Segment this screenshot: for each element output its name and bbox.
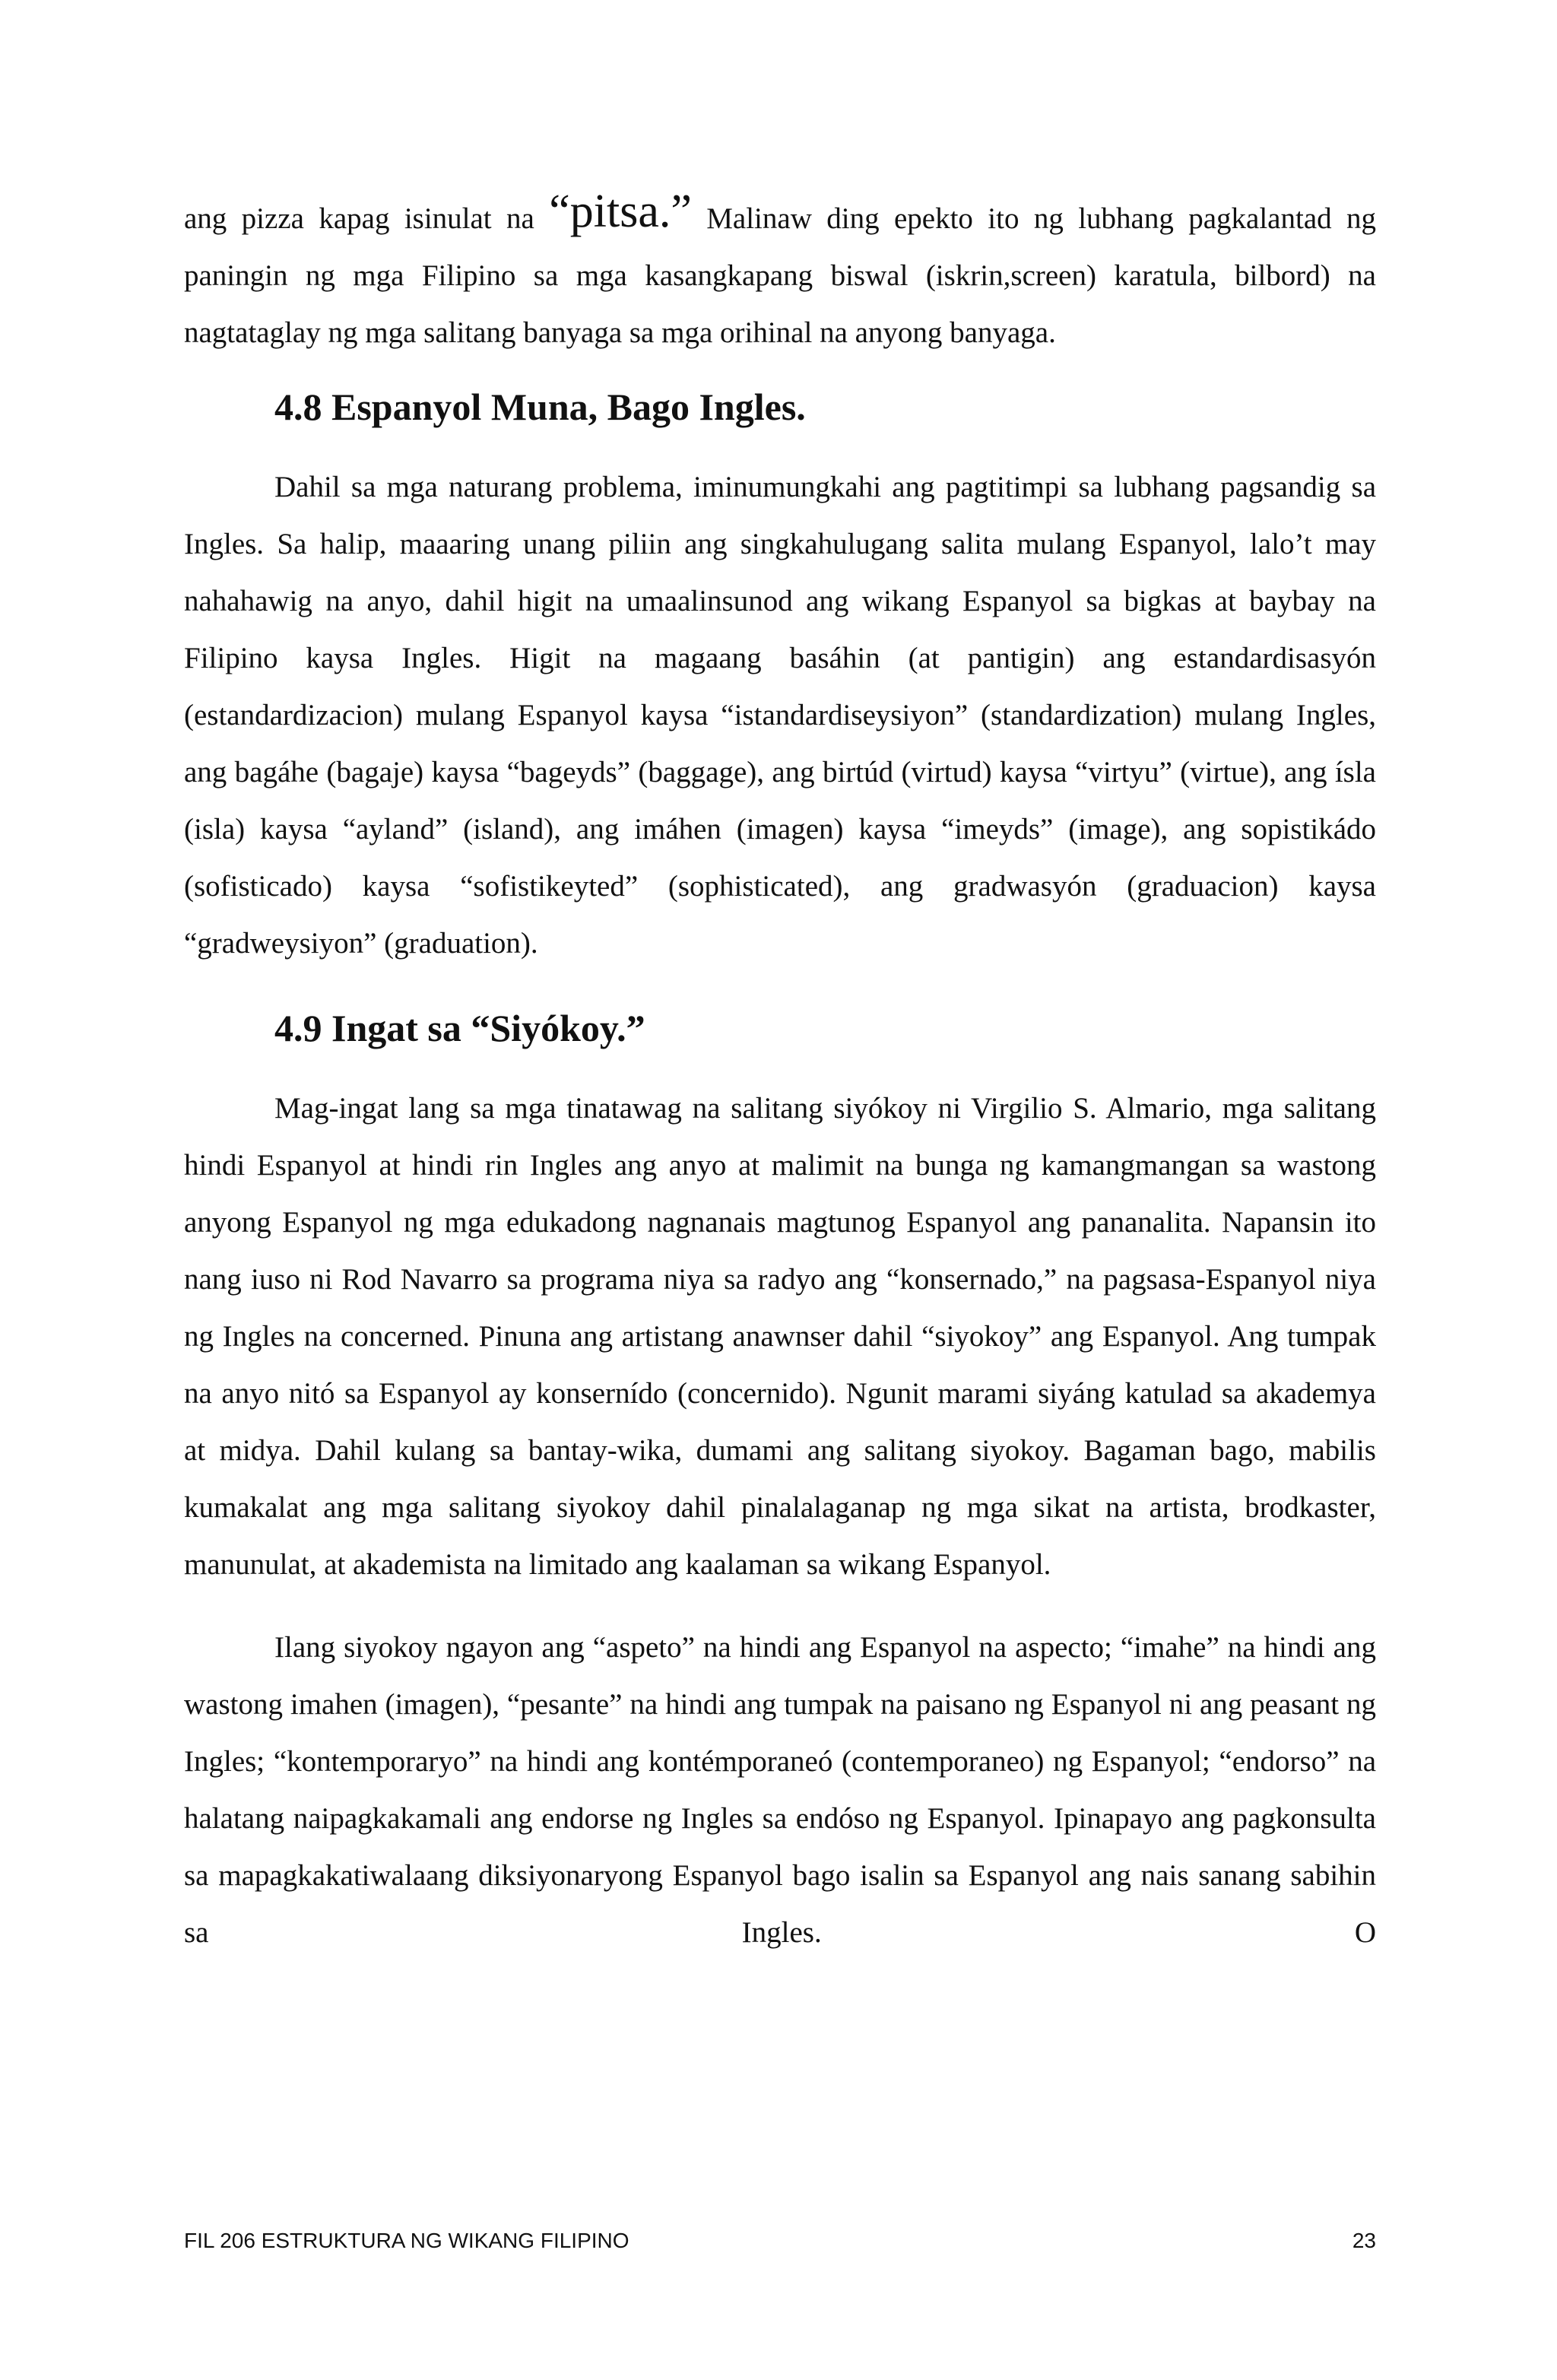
section-4-8-paragraph: Dahil sa mga naturang problema, iminumungkahi ang pagtitimpi sa lubhang pagsandig sa Ingles. Sa halip, maaaring unang piliin ang singkahulugang salita mulang Espanyol, lalo’t may nahahawig na anyo, dahil higit na umaalinsunod ang wikang Espanyol sa bigkas at baybay na Filipino kaysa Ingles. Higit na magaang basáhin (at pantigin) ang estandardisasyón (estandardizacion) mulang Espanyol kaysa “istandardiseysiyon” (standardization) mulang Ingles, ang bagáhe (bagaje) kaysa “bageyds” (baggage), ang birtúd (virtud) kaysa “virtyu” (virtue), ang ísla (isla) kaysa “ayland” (island), ang imáhen (imagen) kaysa “imeyds” (image), ang sopistikádo (sofisticado) kaysa “sofistikeyted” (sophisticated), ang gradwasyón (graduacion) kaysa “gradweysiyon” (graduation). [184,471,1376,960]
continuation-paragraph [184,186,1377,361]
document-page [184,186,1377,1961]
emphasized-word-pitsa: “pitsa.” [549,186,692,237]
section-4-9-paragraph-1: Mag-ingat lang sa mga tinatawag na salitang siyókoy ni Virgilio S. Almario, mga salitang hindi Espanyol at hindi rin Ingles ang anyo at malimit na bunga ng kamangmangan sa wastong anyong Espanyol ng mga edukadong nagnanais magtunog Espanyol ang pananalita. Napansin ito nang iuso ni Rod Navarro sa programa niya sa radyo ang “konsernado,” na pagsasa-Espanyol niya ng Ingles na concerned. Pinuna ang artistang anawnser dahil “siyokoy” ang Espanyol. Ang tumpak na anyo nitó sa Espanyol ay konsernído (concernido). Ngunit marami siyáng katulad sa akademya at midya. Dahil kulang sa bantay-wika, dumami ang salitang siyokoy. Bagaman bago, mabilis kumakalat ang mga salitang siyokoy dahil pinalalaganap ng mga sikat na artista, brodkaster, manunulat, at akademista na limitado ang kaalaman sa wikang Espanyol. [184,1092,1376,1581]
continuation-text-end: Malinaw ding epekto ito ng lubhang pagkalantad ng paningin ng mga Filipino sa mga kasangkapang biswal (iskrin,screen) karatula, bilbord) na nagtataglay ng mga salitang banyaga sa mga orihinal na anyong banyaga. [184,202,1377,349]
section-heading-4-8: 4.8 Espanyol Muna, Bago Ingles. [274,386,806,428]
footer-course-title: FIL 206 ESTRUKTURA NG WIKANG FILIPINO [184,2229,629,2252]
footer-page-number: 23 [1352,2229,1376,2252]
continuation-text-start: ang pizza kapag isinulat na [184,202,550,235]
section-4-9-paragraph-2: Ilang siyokoy ngayon ang “aspeto” na hindi ang Espanyol na aspecto; “imahe” na hindi ang wastong imahen (imagen), “pesante” na hindi ang tumpak na paisano ng Espanyol ni ang peasant ng Ingles; “kontemporaryo” na hindi ang kontémporaneó (contemporaneo) ng Espanyol; “endorso” na halatang naipagkakamali ang endorse ng Ingles sa endóso ng Espanyol. Ipinapayo ang pagkonsulta sa mapagkakatiwalaang diksiyonaryong Espanyol bago isalin sa Espanyol ang nais sanang sabihin sa Ingles. O [184,1631,1376,1949]
section-heading-4-9: 4.9 Ingat sa “Siyókoy.” [274,1007,645,1049]
